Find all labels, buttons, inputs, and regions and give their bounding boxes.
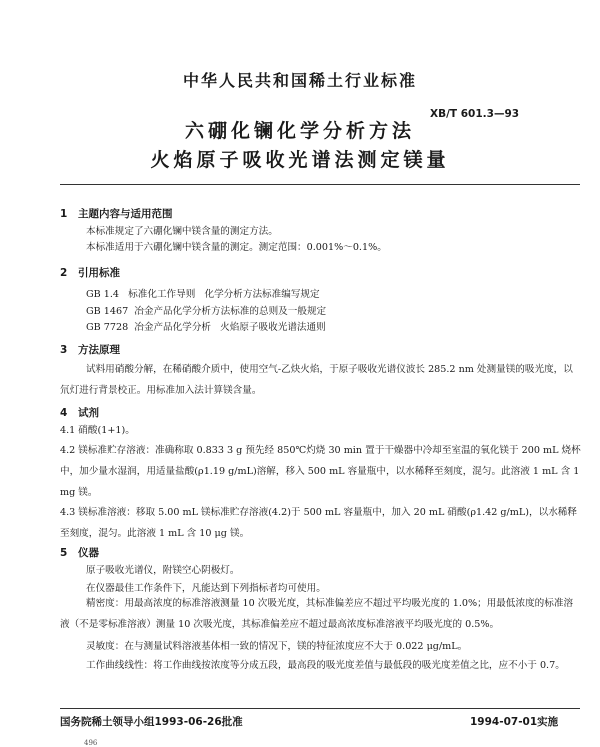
document-title-line2: 火焰原子吸收光谱法测定镁量 [150, 149, 450, 171]
section-title: 试剂 [78, 407, 99, 419]
section-1-paragraph-1: 本标准规定了六硼化镧中镁含量的测定方法。 [86, 226, 278, 237]
reference-item: GB 1.4 标准化工作导则 化学分析方法标准编写规定 [86, 289, 320, 300]
section-title: 引用标准 [78, 267, 120, 279]
linearity-paragraph: 工作曲线线性：将工作曲线按浓度等分成五段，最高段的吸光度差值与最低段的吸光度差值之比，应不小于 0.7。 [86, 660, 565, 671]
sensitivity-paragraph: 灵敏度：在与测量试料溶液基体相一致的情况下，镁的特征浓度应不大于 0.022 μg/mL。 [86, 641, 468, 652]
section-title: 仪器 [78, 547, 99, 559]
footer-rule [60, 708, 580, 709]
section-2-heading [60, 265, 120, 280]
section-title: 主题内容与适用范围 [78, 208, 173, 220]
implementation-date: 1994-07-01实施 [470, 716, 559, 728]
section-number: 2 [60, 267, 68, 279]
section-1-paragraph-2: 本标准适用于六硼化镧中镁含量的测定。测定范围：0.001%～0.1%。 [86, 242, 387, 253]
header-rule [60, 184, 580, 185]
section-3-paragraph: 试料用硝酸分解，在稀硝酸介质中，使用空气-乙炔火焰，于原子吸收光谱仪波长 285.2 nm 处测量镁的吸光度，以氘灯进行背景校正。用标准加入法计算镁含量。 [60, 364, 573, 396]
document-title-line1: 六硼化镧化学分析方法 [184, 120, 415, 142]
section-1-heading [60, 206, 173, 221]
section-title: 方法原理 [78, 344, 120, 356]
section-5-heading [60, 545, 99, 560]
reference-item: GB 7728 冶金产品化学分析 火焰原子吸收光谱法通则 [86, 322, 326, 333]
standard-type-heading: 中华人民共和国稀土行业标准 [182, 71, 417, 90]
section-5-paragraph-1: 原子吸收光谱仪，附镁空心阴极灯。 [86, 565, 240, 576]
precision-paragraph: 精密度：用最高浓度的标准溶液测量 10 次吸光度，其标准偏差应不超过平均吸光度的 1.0%；用最低浓度的标准溶液（不是零标准溶液）测量 10 次吸光度，其标准偏差应不超过最高浓度标准溶液平均吸光度的 0.5%。 [60, 598, 574, 630]
reference-item: GB 1467 冶金产品化学分析方法标准的总则及一般规定 [86, 306, 327, 317]
standard-code: XB/T 601.3—93 [430, 108, 520, 120]
reagent-item-4-3: 4.3 镁标准溶液：移取 5.00 mL 镁标准贮存溶液(4.2)于 500 mL 容量瓶中，加入 20 mL 硝酸(ρ1.42 g/mL)，以水稀释至刻度，混匀。此溶液 1 mL 含 10 μg 镁。 [60, 507, 577, 539]
page-number: 496 [84, 739, 98, 747]
reagent-item-4-1: 4.1 硝酸(1+1)。 [60, 425, 135, 436]
approval-info: 国务院稀土领导小组1993-06-26批准 [60, 716, 243, 728]
section-number: 4 [60, 407, 68, 419]
section-4-heading [60, 405, 99, 420]
section-3-heading [60, 342, 120, 357]
reagent-item-4-2: 4.2 镁标准贮存溶液：准确称取 0.833 3 g 预先经 850℃灼烧 30 min 置于干燥器中冷却至室温的氧化镁于 200 mL 烧杯中，加少量水湿润，用适量盐酸(ρ1.19 g/mL)溶解，移入 500 mL 容量瓶中，以水稀释至刻度，混匀。此溶液 1 mL 含 1 mg 镁。 [60, 445, 581, 498]
section-5-paragraph-2: 在仪器最佳工作条件下，凡能达到下列指标者均可使用。 [86, 583, 326, 594]
section-number: 3 [60, 344, 68, 356]
section-number: 1 [60, 208, 68, 220]
section-number: 5 [60, 547, 68, 559]
